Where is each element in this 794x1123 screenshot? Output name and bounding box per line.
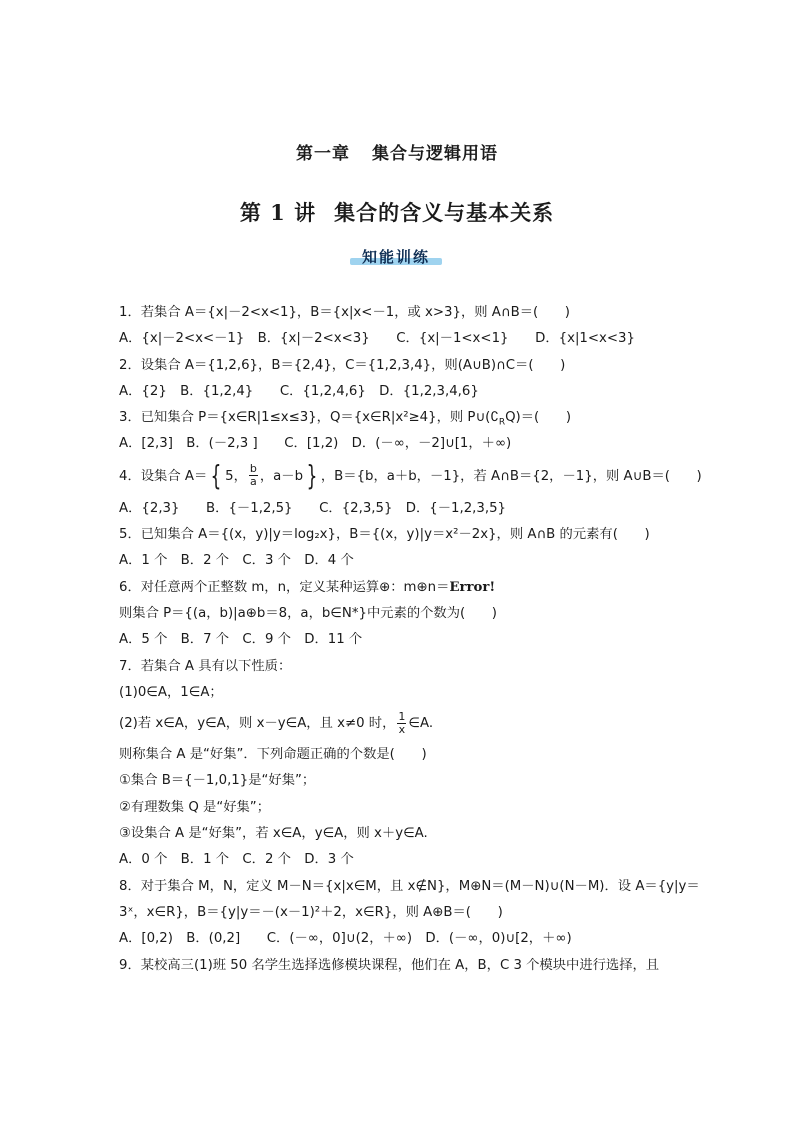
chapter-number: 第一章	[296, 144, 350, 164]
q7-options: A．0 个 B．1 个 C．2 个 D．3 个	[119, 852, 354, 868]
lesson-name: 集合的含义与基本关系	[334, 200, 555, 225]
q4-text-a: 4．设集合 A＝	[119, 468, 208, 484]
exercise-body	[119, 300, 702, 979]
q4-text-b: ，B＝{b，a＋b，－1}，若 A∩B＝{2，－1}，则 A∪B＝( )	[320, 468, 702, 484]
q7-property-2	[119, 706, 679, 742]
right-brace-icon: }	[306, 458, 318, 492]
fraction-1-over-x	[397, 711, 406, 736]
q6-stem	[119, 575, 679, 601]
error-text: Error!	[449, 579, 496, 595]
q1-options: A．{x|－2<x<－1} B．{x|－2<x<3} C．{x|－1<x<1} D．{x|1<x<3}	[119, 331, 635, 347]
fraction-denominator: a	[249, 475, 257, 489]
q4-set-b: ，a－b	[259, 468, 304, 484]
q8-stem: 8．对于集合 M，N，定义 M－N＝{x|x∈M，且 x∉N}，M⊕N＝(M－N)∪(N－M)．设 A＝{y|y＝	[119, 878, 700, 894]
q7-stem: 7．若集合 A 具有以下性质：	[119, 658, 292, 674]
q6-text: 6．对任意两个正整数 m，n，定义某种运算⊕：m⊕n＝	[119, 579, 450, 595]
banner-label: 知能训练	[361, 248, 430, 266]
q3-options: A．[2,3] B．(－2,3 ] C．[1,2) D．(－∞，－2]∪[1，＋∞)	[119, 436, 512, 452]
q5-options: A．1 个 B．2 个 C．3 个 D．4 个	[119, 553, 354, 569]
complement-symbol: ∁	[490, 410, 499, 426]
q8-stem-2: 3ˣ，x∈R}，B＝{y|y＝－(x－1)²＋2，x∈R}，则 A⊕B＝( )	[119, 904, 503, 920]
q4-options: A．{2,3} B．{－1,2,5} C．{2,3,5} D．{－1,2,3,5}	[119, 500, 507, 516]
q8-options: A．[0,2) B．(0,2] C．(－∞，0]∪(2，＋∞) D．(－∞，0)∪[2，＋∞)	[119, 931, 572, 947]
q3-text-b: Q)＝( )	[505, 410, 572, 426]
q4-stem	[119, 458, 702, 496]
q7-property-2-text: (2)若 x∈A，y∈A，则 x－y∈A，且 x≠0 时，	[119, 716, 396, 732]
q2-stem: 2．设集合 A＝{1,2,6}，B＝{2,4}，C＝{1,2,3,4}，则(A∪B)∩C＝( )	[119, 357, 566, 373]
section-banner	[350, 246, 442, 266]
lesson-number: 第 1 讲	[239, 200, 317, 225]
fraction-b-over-a	[249, 463, 258, 488]
q9-stem: 9．某校高三(1)班 50 名学生选择选修模块课程，他们在 A，B，C 3 个模块中进行选择，且	[119, 957, 660, 973]
fraction-numerator: b	[249, 462, 257, 476]
q1-stem: 1．若集合 A＝{x|－2<x<1}，B＝{x|x<－1，或 x>3}，则 A∩B＝( )	[119, 305, 570, 320]
q5-stem: 5．已知集合 A＝{(x，y)|y＝log₂x}，B＝{(x，y)|y＝x²－2x}，则 A∩B 的元素有( )	[119, 527, 650, 543]
complement-subscript: R	[498, 417, 506, 428]
q7-statement-3: ③设集合 A 是“好集”，若 x∈A，y∈A，则 x＋y∈A.	[119, 826, 428, 842]
q3-text-a: 3．已知集合 P＝{x∈R|1≤x≤3}，Q＝{x∈R|x²≥4}，则 P∪(	[119, 410, 491, 426]
chapter-name: 集合与逻辑用语	[372, 144, 498, 164]
left-brace-icon: {	[210, 458, 222, 492]
q7-question: 则称集合 A 是“好集”．下列命题正确的个数是( )	[119, 747, 427, 763]
chapter-title	[0, 139, 794, 164]
fraction-numerator: 1	[398, 709, 406, 723]
q2-options: A．{2} B．{1,2,4} C．{1,2,4,6} D．{1,2,3,4,6}	[119, 383, 479, 399]
lesson-title	[0, 197, 794, 227]
q6-options: A．5 个 B．7 个 C．9 个 D．11 个	[119, 632, 363, 648]
q4-set-a: 5，	[225, 468, 247, 484]
q7-statement-2: ②有理数集 Q 是“好集”；	[119, 799, 270, 815]
q6-stem-2: 则集合 P＝{(a，b)|a⊕b＝8，a，b∈N*}中元素的个数为( )	[119, 605, 497, 621]
q7-property-1: (1)0∈A，1∈A；	[119, 684, 223, 700]
q7-property-2-end: ∈A.	[408, 716, 434, 732]
fraction-denominator: x	[398, 722, 406, 736]
q3-stem	[119, 405, 679, 431]
q7-statement-1: ①集合 B＝{－1,0,1}是“好集”；	[119, 773, 316, 789]
